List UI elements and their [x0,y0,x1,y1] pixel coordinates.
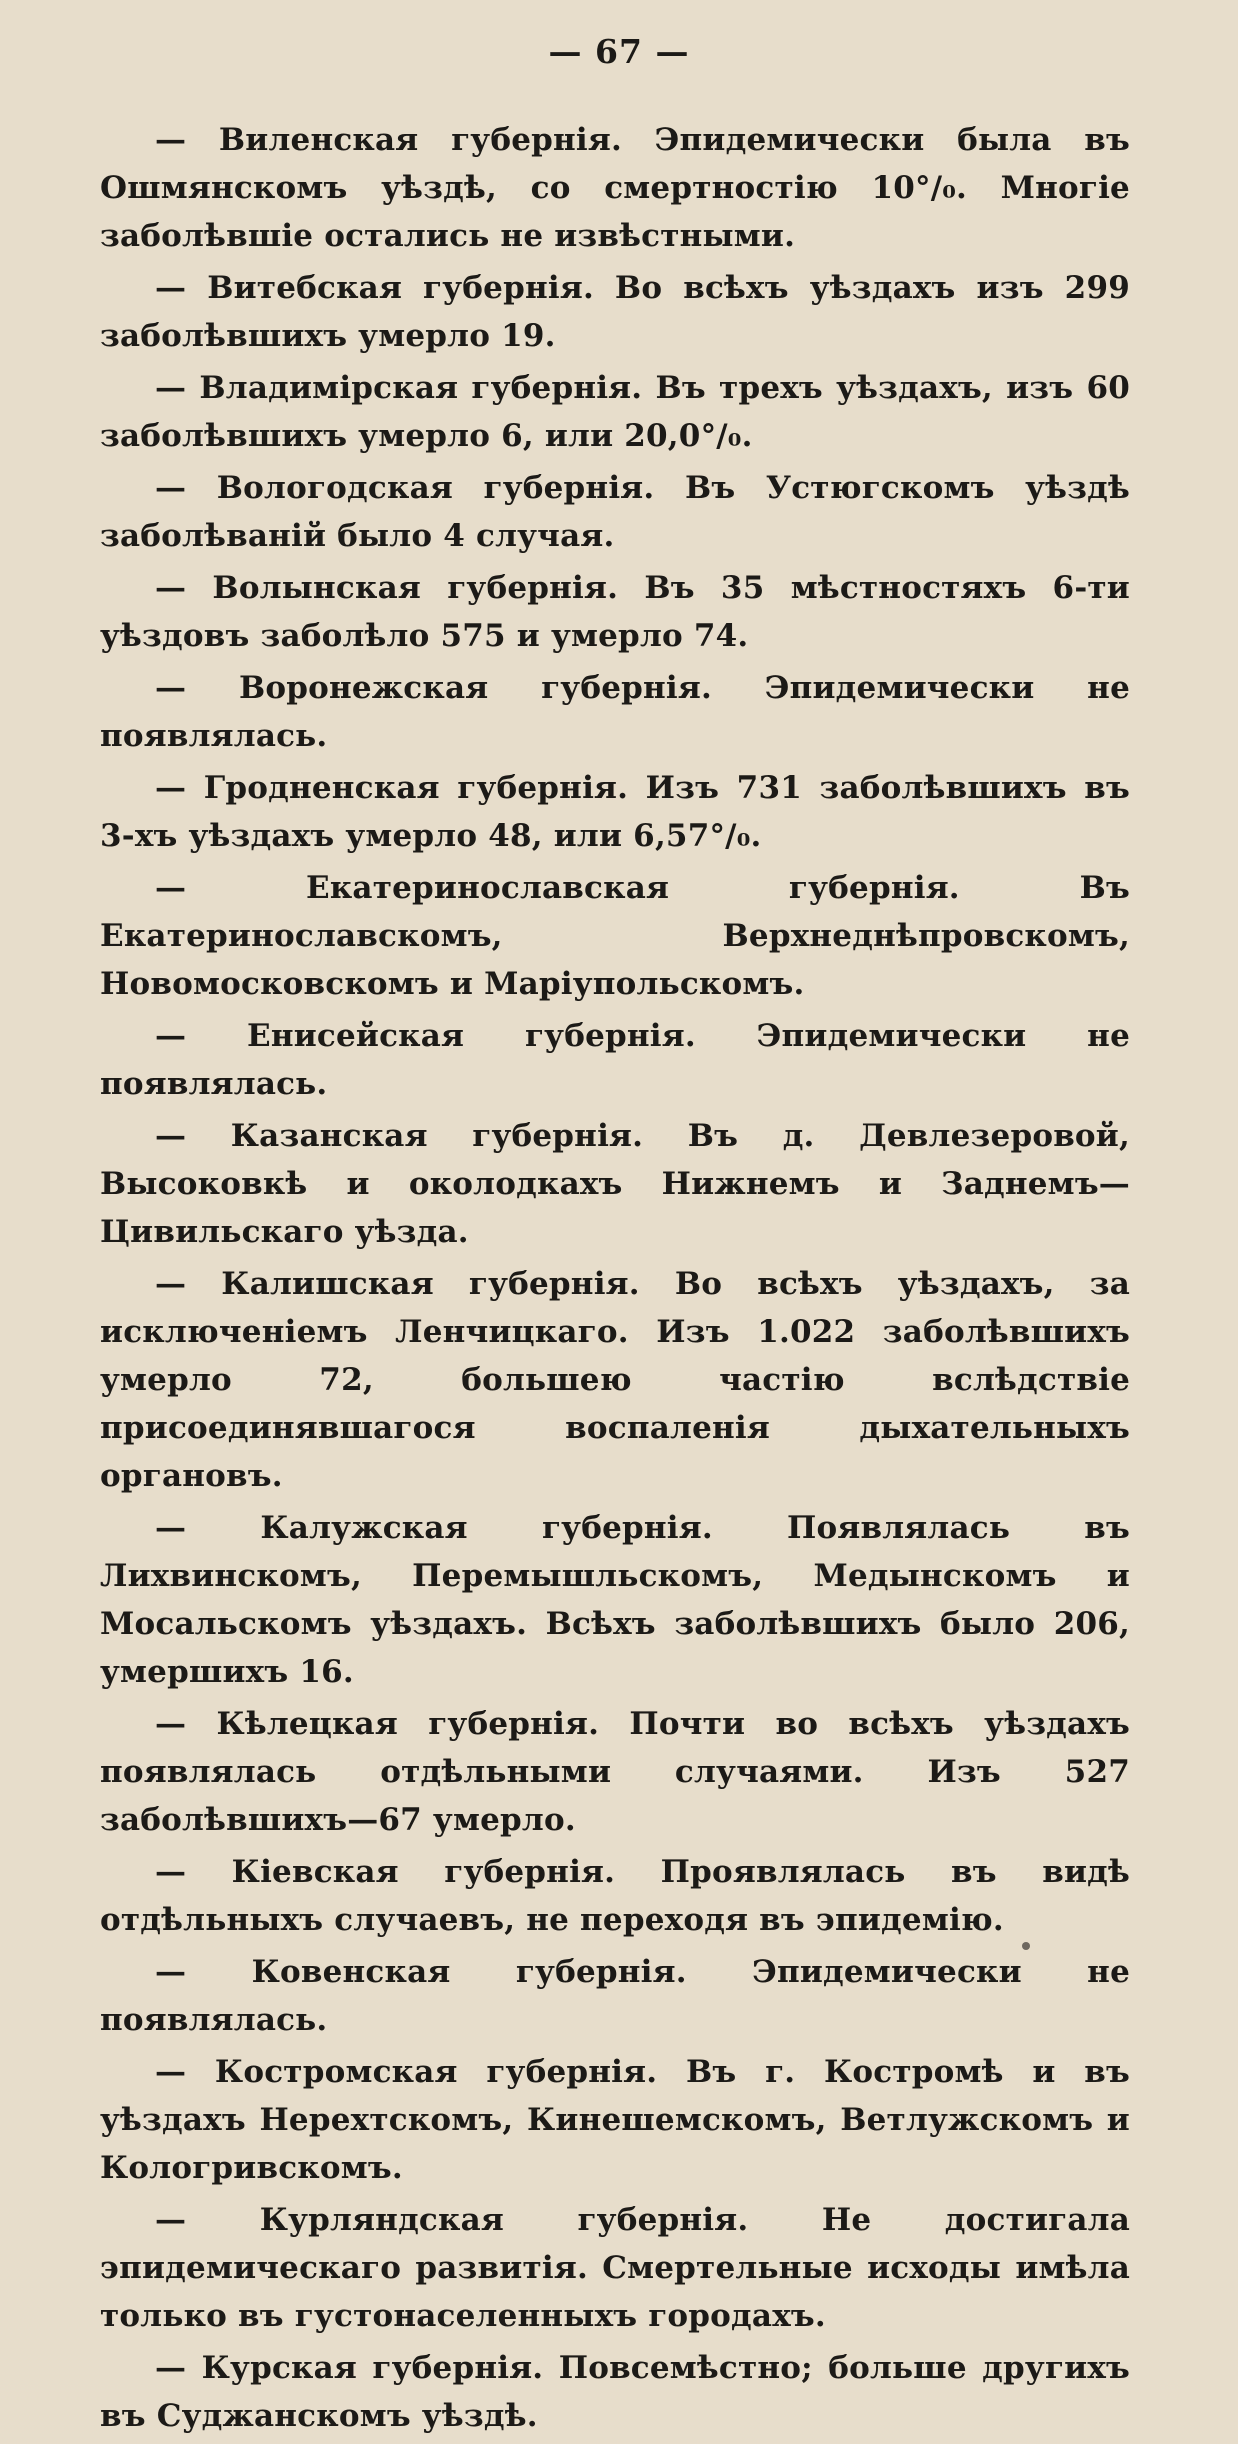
paragraph-kostroma: — Костромская губернія. Въ г. Костромѣ и въ уѣздахъ Нерехтскомъ, Кинешемскомъ, Ветлужскомъ и Кологривскомъ. [100,2054,1130,2186]
paragraph-kalisz: — Калишская губернія. Во всѣхъ уѣздахъ, за исключеніемъ Ленчицкаго. Изъ 1.022 заболѣвшихъ умерло 72, большею частію вслѣдствіе присоединявшагося воспаленія дыхательныхъ органовъ. [100,1266,1130,1494]
paragraph-vitebsk: — Витебская губернія. Во всѣхъ уѣздахъ изъ 299 заболѣвшихъ умерло 19. [100,270,1130,354]
paragraph-kielce: — Кѣлецкая губернія. Почти во всѣхъ уѣздахъ появлялась отдѣльными случаями. Изъ 527 заболѣвшихъ—67 умерло. [100,1706,1130,1838]
page-body [100,116,1130,2444]
paragraph-courland: — Курляндская губернія. Не достигала эпидемическаго развитія. Смертельные исходы имѣла только въ густонаселенныхъ городахъ. [100,2202,1130,2334]
page-number: — 67 — [548,32,690,71]
paragraph-kovno: — Ковенская губернія. Эпидемически не появлялась. [100,1954,1130,2038]
paragraph-volhynia: — Волынская губернія. Въ 35 мѣстностяхъ 6-ти уѣздовъ заболѣло 575 и умерло 74. [100,570,1130,654]
paragraph-voronezh: — Воронежская губернія. Эпидемически не появлялась. [100,670,1130,754]
paragraph-vologda: — Вологодская губернія. Въ Устюгскомъ уѣздѣ заболѣваній было 4 случая. [100,470,1130,554]
paragraph-kaluga: — Калужская губернія. Появлялась въ Лихвинскомъ, Перемышльскомъ, Медынскомъ и Мосальскомъ уѣздахъ. Всѣхъ заболѣвшихъ было 206, умершихъ 16. [100,1510,1130,1690]
paragraph-kazan: — Казанская губернія. Въ д. Девлезеровой, Высоковкѣ и околодкахъ Нижнемъ и Заднемъ—Цивильскаго уѣзда. [100,1118,1130,1250]
paragraph-vladimir: — Владимірская губернія. Въ трехъ уѣздахъ, изъ 60 заболѣвшихъ умерло 6, или 20,0°/₀. [100,370,1130,454]
paragraph-vilna: — Виленская губернія. Эпидемически была въ Ошмянскомъ уѣздѣ, со смертностію 10°/₀. Многіе заболѣвшіе остались не извѣстными. [100,122,1130,254]
paragraph-yeniseisk: — Енисейская губернія. Эпидемически не появлялась. [100,1018,1130,1102]
ink-speck [1022,1942,1030,1950]
paragraph-ekaterinoslav: — Екатеринославская губернія. Въ Екатеринославскомъ, Верхнеднѣпровскомъ, Новомосковскомъ и Маріупольскомъ. [100,870,1130,1002]
paragraph-kursk: — Курская губернія. Повсемѣстно; больше другихъ въ Суджанскомъ уѣздѣ. [100,2350,1130,2434]
paragraph-kiev: — Кіевская губернія. Проявлялась въ видѣ отдѣльныхъ случаевъ, не переходя въ эпидемію. [100,1854,1130,1938]
paragraph-grodno: — Гродненская губернія. Изъ 731 заболѣвшихъ въ 3-хъ уѣздахъ умерло 48, или 6,57°/₀. [100,770,1130,854]
